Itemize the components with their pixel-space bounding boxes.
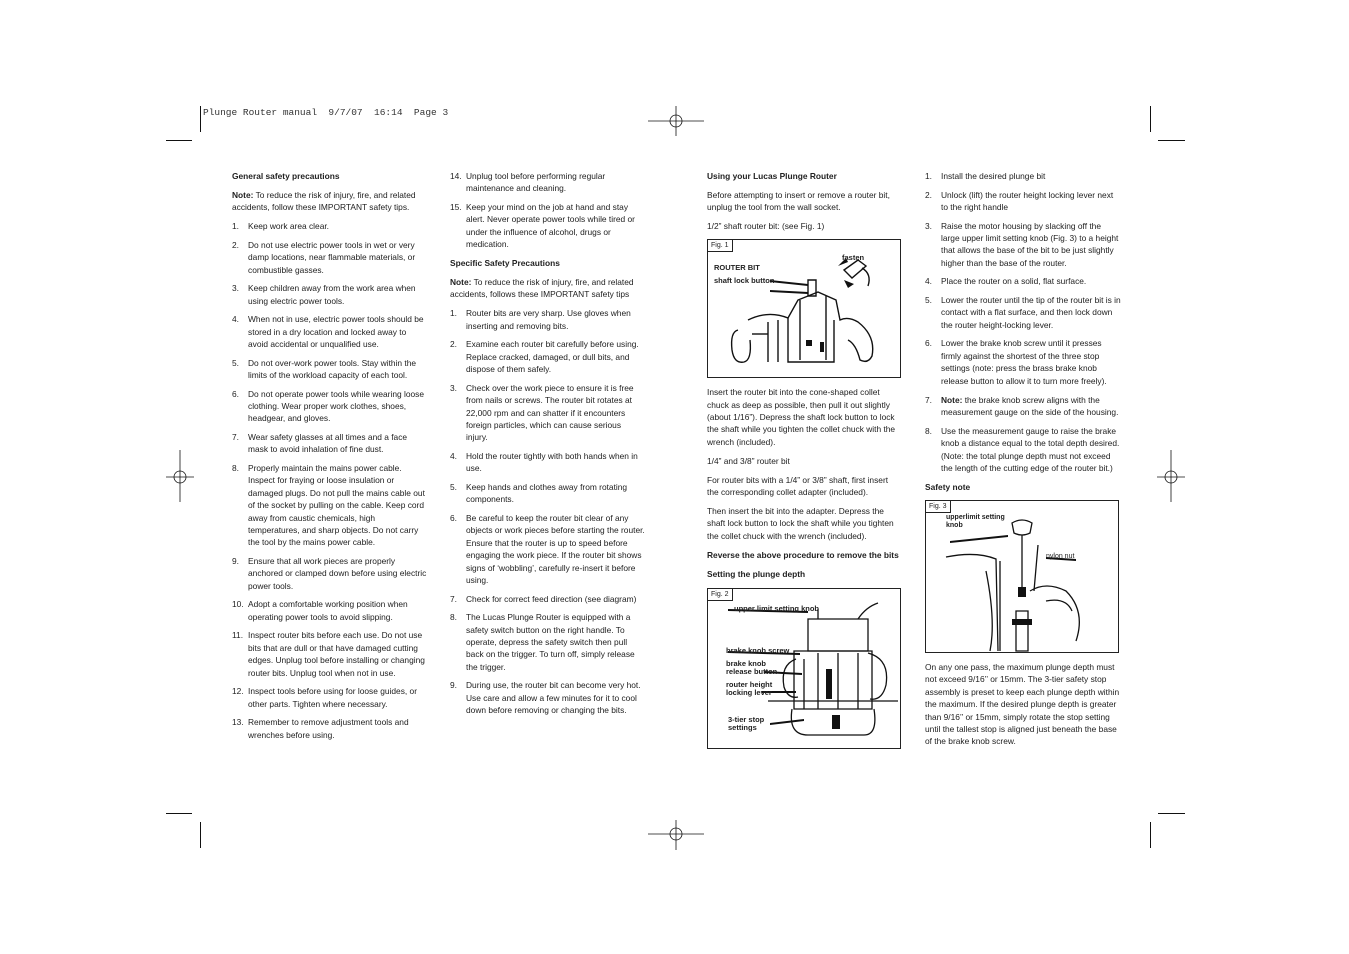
crop-mark (200, 822, 201, 848)
label-nylon-nut: nylon nut (1046, 552, 1075, 560)
router-bit-illustration (708, 240, 900, 377)
list-item: 6. Be careful to keep the router bit clear of any objects or work pieces before starting the router. Ensure that the router is up to speed before engaging the work piece. If the router bit shows signs of ‘wobbling’, carefully re-insert it before using. (450, 512, 645, 585)
label-stop-settings: 3-tier stop settings (728, 714, 765, 732)
list-item: 12. Inspect tools before using for loose guides, or other parts. Tighten where necessary. (232, 686, 417, 709)
list-item: 4. Place the router on a solid, flat surface. (925, 276, 1087, 287)
list-item: 6. Lower the brake knob screw until it presses firmly against the shortest of the three stop settings (note: press the brass brake knob release button to allow it to turn more freely). (925, 338, 1107, 386)
column-using-router (707, 170, 902, 757)
label-upper-limit-knob: upper limit setting knob (734, 603, 820, 613)
list-item: 3. Raise the motor housing by slacking off the large upper limit setting knob (Fig. 3) to a height that allows the base of the bit to be just slightly higher than the base of the router. (925, 220, 1119, 268)
list-item: 11. Inspect router bits before each use. Do not use bits that are dull or that have damaged cutting edges. Unplug tool before installing or changing router bits. Unplug tool when not in use. (232, 630, 425, 678)
plunge-steps-note (925, 394, 1121, 419)
subheading: Reverse the above procedure to remove the bits (707, 549, 899, 560)
list-item: 5. Do not over-work power tools. Stay within the limits of the workload capacity of each tool. (232, 357, 417, 381)
list-item: 1. Install the desired plunge bit (925, 171, 1046, 181)
crop-mark (1158, 140, 1185, 141)
list-item: 13. Remember to remove adjustment tools and wrenches before using. (232, 717, 409, 740)
crop-mark (1150, 822, 1151, 848)
label-height-lever: router height locking lever (726, 679, 773, 697)
list-item: 3. Check over the work piece to ensure it is free from nails or screws. The router bit rotates at 22,000 rpm and can shatter if it encounters foreign particles, which can cause serious injury. (450, 382, 634, 443)
paragraph: For router bits with a 1/4” or 3/8” shaft, first insert the corresponding collet adapter (included). (707, 474, 889, 497)
label-shaft-lock: shaft lock button (714, 276, 775, 286)
list-item: 7. Check for correct feed direction (see diagram) (450, 593, 637, 604)
crop-mark (1158, 813, 1185, 814)
figure-label: Fig. 3 (926, 501, 951, 513)
figure-3 (925, 500, 1119, 653)
label-router-bit: ROUTER BIT (714, 263, 760, 273)
note-paragraph: Note: To reduce the risk of injury, fire, and related accidents, follow these IMPORTANT safety tips. (232, 189, 416, 213)
paragraph: On any one pass, the maximum plunge depth must not exceed 9/16’’ or 15mm. The 3-tier safety stop assembly is preset to keep each plunge depth within the maximum. If the desired plunge depth is greater than 9/16’’ or 15mm, simply rotate the stop setting until the tallest stop is aligned just beneath the base of the brake knob screw. (925, 661, 1120, 747)
list-item: 15. Keep your mind on the job at hand and stay alert. Never operate power tools while tired or under the influence of alcohol, drugs or medication. (450, 202, 635, 250)
subheading: Setting the plunge depth (707, 568, 806, 579)
paragraph: Before attempting to insert or remove a router bit, unplug the tool from the wall socket. (707, 189, 890, 213)
list-item: 6. Do not operate power tools while wearing loose clothing. Wear proper work clothes, shoes, headgear, and gloves. (232, 388, 424, 424)
section-heading: Specific Safety Precautions (450, 258, 560, 269)
figure-label: Fig. 2 (708, 589, 733, 601)
paragraph: Insert the router bit into the cone-shaped collet chuck as deep as possible, then pull it out slightly (about 1/16”). Depress the shaft lock button to lock the shaft while you tighten the collet chuck with the wrench (included). (707, 387, 896, 447)
registration-mark-top (648, 106, 704, 136)
list-item: 4. When not in use, electric power tools should be stored in a dry location and locked away to avoid accidental or unqualified use. (232, 314, 424, 350)
list-item: 2. Unlock (lift) the router height locking lever next to the right handle (925, 189, 1114, 212)
list-item: 1. Router bits are very sharp. Use gloves when inserting and removing bits. (450, 308, 631, 331)
plunge-steps-list-end (925, 425, 1121, 475)
registration-mark-bottom (648, 820, 704, 850)
section-heading: Safety note (925, 481, 971, 492)
crop-mark (166, 140, 192, 141)
list-item: 8. Properly maintain the mains power cable. Inspect for fraying or loose insulation or damaged plugs. Do not pull the mains cable out of the socket by pulling on the cable. Keep cord away from caustic chemicals, high temperatures, and sharp objects. Do not carry the tool by the mains power cable. (232, 463, 425, 548)
registration-mark-right (1157, 450, 1185, 502)
crop-mark (200, 106, 201, 132)
list-item: 9. During use, the router bit can become very hot. Use care and allow a few minutes for it to cool down before removing or changing the bits. (450, 680, 641, 716)
registration-mark-left (166, 450, 194, 502)
list-item: 2. Do not use electric power tools in wet or very damp locations, near flammable materials, or combustible gasses. (232, 239, 416, 275)
list-item: 7. Wear safety glasses at all times and a face mask to avoid inhalation of fine dust. (232, 432, 408, 455)
list-item: 3. Keep children away from the work area when using electric power tools. (232, 283, 416, 306)
column-plunge-steps (925, 170, 1121, 754)
list-item: 14. Unplug tool before performing regular maintenance and cleaning. (450, 171, 606, 194)
figure-1 (707, 239, 901, 378)
figure-label: Fig. 1 (708, 240, 733, 252)
safety-list-continued (450, 170, 645, 251)
list-item: 5. Lower the router until the tip of the router bit is in contact with a flat surface, and then lock down the router height-locking lever. (925, 295, 1121, 330)
crop-mark (166, 813, 192, 814)
label-brake-release: brake knob release button (726, 658, 778, 676)
paragraph: 1/2” shaft router bit: (see Fig. 1) (707, 221, 825, 232)
column-specific-safety (450, 170, 645, 723)
specific-safety-list (450, 307, 645, 716)
label-upper-limit-knob: upperlimit setting knob (946, 513, 1005, 529)
list-item: 2. Examine each router bit carefully before using. Replace cracked, damaged, or dull bits, and dispose of them safely. (450, 339, 639, 375)
note-paragraph: Note: To reduce the risk of injury, fire, and related accidents, follows these IMPORTANT safety tips (450, 277, 634, 300)
column-general-safety (232, 170, 427, 748)
list-item: 8. The Lucas Plunge Router is equipped with a safety switch button on the right handle. To operate, depress the safety switch then pull back on the trigger. To turn off, simply release the trigger. (450, 612, 635, 672)
list-item: 10. Adopt a comfortable working position when operating power tools to avoid slipping. (232, 599, 408, 622)
list-item: 1. Keep work area clear. (232, 221, 330, 232)
list-item: 7. Note: the brake knob screw aligns with the measurement gauge on the side of the housing. (925, 394, 1119, 417)
figure-2 (707, 588, 901, 749)
label-brake-knob-screw: brake knob screw (726, 645, 790, 655)
section-heading: General safety precautions (232, 171, 340, 181)
print-slug: Plunge Router manual 9/7/07 16:14 Page 3 (203, 107, 449, 118)
list-item: 4. Hold the router tightly with both hands when in use. (450, 450, 638, 474)
label-fasten: fasten (842, 253, 865, 263)
paragraph: 1/4” and 3/8” router bit (707, 455, 790, 466)
list-item: 9. Ensure that all work pieces are properly anchored or clamped down before using electric power tools. (232, 556, 427, 591)
list-item: 5. Keep hands and clothes away from rotating components. (450, 481, 628, 505)
section-heading: Using your Lucas Plunge Router (707, 171, 837, 181)
plunge-steps-list (925, 170, 1121, 387)
paragraph: Then insert the bit into the adapter. Depress the shaft lock button to lock the shaft while you tighten the collet chuck with the wrench (included). (707, 505, 894, 541)
crop-mark (1150, 106, 1151, 132)
list-item: 8. Use the measurement gauge to raise the brake knob a distance equal to the total depth desired. (Note: the total plunge depth must not exceed the length of the cutting edge of the router bit.) (925, 425, 1120, 474)
safety-list (232, 220, 427, 741)
